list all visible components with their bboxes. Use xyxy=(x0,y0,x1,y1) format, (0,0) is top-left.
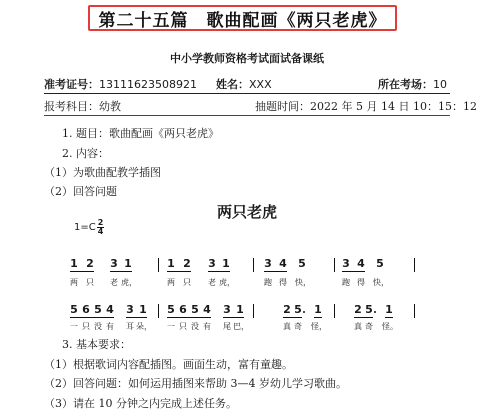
requirement-2: （2）回答问题：如何运用插图来帮助 3—4 岁幼儿学习歌曲。 xyxy=(44,377,347,390)
score-barline xyxy=(334,258,335,272)
score-note: 1 xyxy=(236,303,244,316)
score-beam xyxy=(354,317,373,318)
score-note: 5 xyxy=(191,303,199,316)
item-content-2: （2）回答问题 xyxy=(44,185,117,198)
score-note: 4 xyxy=(203,303,211,316)
score-lyric: 奇 xyxy=(365,322,373,331)
score-lyric: 虎， xyxy=(121,278,137,287)
score-note: 2 xyxy=(354,303,362,316)
score-barline xyxy=(158,258,159,272)
score-lyric: 有 xyxy=(203,322,211,331)
item-topic: 1. 题目：歌曲配画《两只老虎》 xyxy=(62,127,219,140)
score-lyric: 有 xyxy=(106,322,114,331)
score-lyric: 跑 xyxy=(342,278,350,287)
score-beam xyxy=(314,317,322,318)
score-lyric: 一 xyxy=(167,322,175,331)
score-lyric: 怪。 xyxy=(382,322,398,331)
score-lyric: 老 xyxy=(208,278,216,287)
score-note: 5 xyxy=(94,303,102,316)
score-lyric: 真 xyxy=(283,322,291,331)
score-beam xyxy=(70,317,114,318)
score-beam xyxy=(385,317,393,318)
score-note: 1 xyxy=(167,257,175,270)
score-note: 3 xyxy=(126,303,134,316)
score-beam xyxy=(126,317,147,318)
exam-number-label: 准考证号： xyxy=(44,78,99,91)
candidate-name-value: XXX xyxy=(249,78,272,91)
score-beam xyxy=(167,317,211,318)
score-lyric: 一 xyxy=(70,322,78,331)
score-lyric: 只 xyxy=(179,322,187,331)
score-barline xyxy=(414,304,415,318)
score-note: 5 xyxy=(365,303,373,316)
score-beam xyxy=(70,271,94,272)
exam-number-value: 13111623508921 xyxy=(99,78,197,91)
song-title: 两只老虎 xyxy=(216,203,277,221)
score-dot xyxy=(303,311,305,313)
score-note: 4 xyxy=(106,303,114,316)
score-lyric: 只 xyxy=(82,322,90,331)
document-subtitle: 中小学教师资格考试面试备课纸 xyxy=(170,52,324,65)
score-note: 5 xyxy=(70,303,78,316)
score-note: 1 xyxy=(222,257,230,270)
score-lyric: 没 xyxy=(94,322,102,331)
time-signature-top: 2 xyxy=(97,218,104,227)
score-lyric: 得 xyxy=(279,278,287,287)
score-beam xyxy=(264,271,287,272)
score-barline xyxy=(334,304,335,318)
score-lyric: 老 xyxy=(110,278,118,287)
exam-subject-label: 报考科目： xyxy=(44,100,99,113)
score-lyric: 只 xyxy=(183,278,191,287)
score-lyric: 快， xyxy=(295,278,311,287)
draw-time-label: 抽题时间： xyxy=(255,100,310,113)
score-note: 3 xyxy=(264,257,272,270)
score-lyric: 得 xyxy=(357,278,365,287)
score-note: 1 xyxy=(124,257,132,270)
score-lyric: 两 xyxy=(70,278,78,287)
requirement-3: （3）请在 10 分钟之内完成上述任务。 xyxy=(44,397,237,410)
score-note: 3 xyxy=(342,257,350,270)
score-note: 4 xyxy=(357,257,365,270)
score-barline xyxy=(414,258,415,272)
time-signature-bottom: 4 xyxy=(97,227,104,236)
score-beam xyxy=(223,317,244,318)
score-note: 5 xyxy=(294,303,302,316)
score-note: 6 xyxy=(179,303,187,316)
score-lyric: 巴， xyxy=(233,322,249,331)
score-lyric: 没 xyxy=(191,322,199,331)
score-lyric: 朵， xyxy=(136,322,152,331)
score-lyric: 怪， xyxy=(311,322,327,331)
score-note: 4 xyxy=(279,257,287,270)
score-beam xyxy=(208,271,230,272)
score-dot xyxy=(374,311,376,313)
exam-venue-value: 10 xyxy=(433,78,447,91)
score-note: 3 xyxy=(208,257,216,270)
score-note: 1 xyxy=(139,303,147,316)
score-note: 2 xyxy=(183,257,191,270)
score-lyric: 跑 xyxy=(264,278,272,287)
score-note: 5 xyxy=(167,303,175,316)
score-beam xyxy=(167,271,191,272)
banner-title: 第二十五篇 歌曲配画《两只老虎》 xyxy=(98,10,387,31)
draw-time-value: 2022 年 5 月 14 日 10：15：12 xyxy=(310,100,477,113)
score-barline xyxy=(158,304,159,318)
score-note: 1 xyxy=(70,257,78,270)
requirements-heading: 3. 基本要求： xyxy=(62,338,131,351)
key-text: 1=C xyxy=(74,222,96,233)
score-lyric: 尾 xyxy=(223,322,231,331)
exam-subject-value: 幼教 xyxy=(99,100,121,113)
score-note: 3 xyxy=(223,303,231,316)
score-lyric: 耳 xyxy=(126,322,134,331)
score-lyric: 快， xyxy=(373,278,389,287)
score-note: 5 xyxy=(298,257,306,270)
score-lyric: 奇 xyxy=(294,322,302,331)
score-lyric: 只 xyxy=(86,278,94,287)
score-beam xyxy=(342,271,365,272)
score-beam xyxy=(110,271,132,272)
score-barline xyxy=(253,304,254,318)
candidate-name-label: 姓名： xyxy=(216,78,249,91)
item-content: 2. 内容： xyxy=(62,147,109,160)
exam-venue-label: 所在考场： xyxy=(378,78,433,91)
score-lyric: 两 xyxy=(167,278,175,287)
score-note: 1 xyxy=(314,303,322,316)
score-lyric: 真 xyxy=(354,322,362,331)
score-note: 3 xyxy=(110,257,118,270)
requirement-1: （1）根据歌词内容配插图。画面生动，富有童趣。 xyxy=(44,358,293,371)
score-beam xyxy=(283,317,302,318)
score-lyric: 虎， xyxy=(219,278,235,287)
score-note: 5 xyxy=(376,257,384,270)
score-note: 2 xyxy=(283,303,291,316)
score-note: 1 xyxy=(385,303,393,316)
item-content-1: （1）为歌曲配教学插图 xyxy=(44,166,161,179)
score-barline xyxy=(253,258,254,272)
score-note: 2 xyxy=(86,257,94,270)
score-note: 6 xyxy=(82,303,90,316)
